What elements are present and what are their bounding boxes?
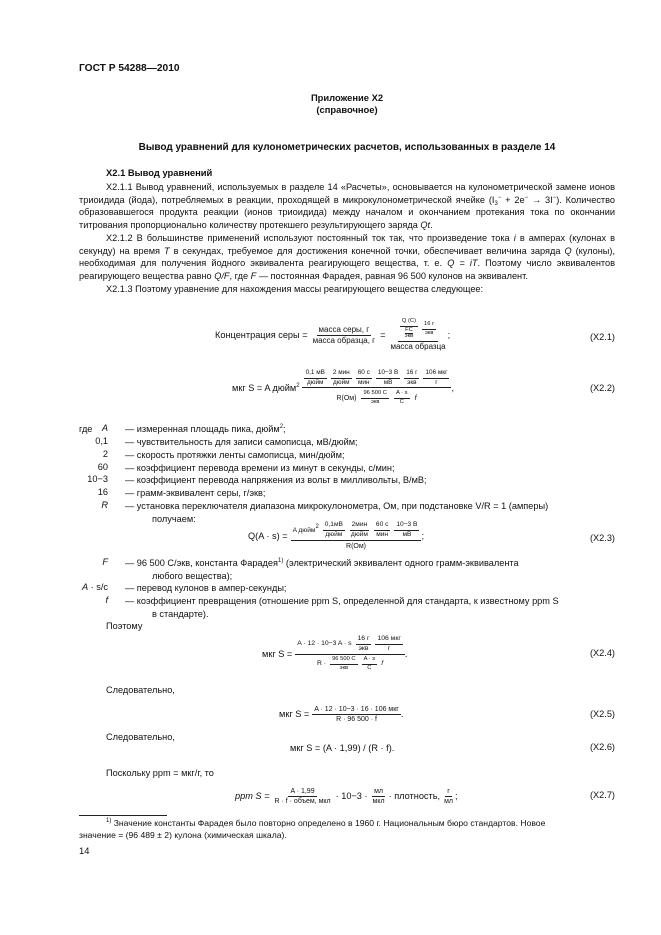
page-number: 14	[79, 845, 90, 856]
paragraph-x2-1-1: Х2.1.1 Вывод уравнений, используемых в разделе 14 «Расчеты», основывается на кулонометрической замене ионов триоидида (йода), потребляемых в реакции, проходящей в микрокулонометрической ячейке $(I_3^- + 2e^- \to 3I^-)$. Количество образовавшегося продукта реакции (ионов триоидида) между началом и окончанием протекания тока по окончании титрования пропорционально количеству протекшего результирующего заряда Qt.	[79, 182, 616, 230]
paragraph-x2-1-2: Х2.1.2 В большинстве применений используют постоянный ток так, что произведение тока i в амперах (кулонах в секунду) на время T в секундах, требуемое для достижения конечной точки, обеспечивает величина заряда Q (кулоны), необходимая для получения йодного эквивалента реагирующего вещества, т. е. Q = iT. Поэтому число эквивалентов реагирующего вещества равно Q/F, где F — постоянная Фарадея, равная 96 500 кулонов на эквивалент.	[79, 233, 615, 281]
document-header: ГОСТ Р 54288—2010	[79, 63, 180, 74]
def-text-2: — скорость протяжки ленты самописца, мин/дюйм;	[125, 450, 345, 460]
def-symbol-60: 60	[97, 462, 108, 472]
equation-x2-7: ppm S = $\frac{A \cdot 1,99}{\text{R · f · объем, мкл}}$ · 10−3 · $\frac{мл}{\text{мкл}}$ · плотность, $\frac{г}{мл}$ ;	[235, 787, 458, 805]
def-text-60: — коэффициент перевода времени из минут в секунды, с/мин;	[125, 463, 395, 473]
equation-number-x2-7: (X2.7)	[589, 790, 615, 800]
def-text-As-c: — перевод кулонов в ампер-секунды;	[125, 583, 287, 593]
equation-number-x2-2: (X2.2)	[589, 383, 615, 393]
equation-number-x2-6: (X2.6)	[589, 742, 615, 752]
equation-x2-1: Концентрация серы = $\frac{\text{масса серы, г}}{\text{масса образца, г}}$ = Q (C) FC экв $\frac{16 г}{\text{экв}}$ масса образца ;	[215, 317, 451, 352]
footnote-divider	[79, 815, 167, 816]
def-symbol-0-1: 0,1	[95, 436, 108, 446]
def-text-A: — измеренная площадь пика, дюйм$^2$;	[125, 424, 286, 434]
equation-number-x2-3: (X2.3)	[589, 533, 615, 543]
section-title: Х2.1 Вывод уравнений	[106, 167, 213, 178]
def-text-10-3: — коэффициент перевода напряжения из вольт в милливольты, В/мВ;	[125, 475, 427, 485]
def-symbol-A: A	[101, 423, 108, 433]
def-symbol-16: 16	[97, 487, 108, 497]
therefore-label-1: Поэтому	[106, 621, 143, 631]
footnote: $^{1)}$ Значение константы Фарадея было повторно определено в 1960 г. Национальным бюро стандартов. Новое значение = (96 489 ± 2) кулона (химическая шкала).	[79, 818, 546, 840]
appendix-subtitle: (справочное)	[316, 104, 378, 115]
def-text-0-1: — чувствительность для записи самописца, мВ/дюйм;	[125, 437, 358, 447]
therefore-label-3: Следовательно,	[106, 732, 175, 742]
equation-x2-3: Q(A · s) = A дюйм$^2$ $\frac{0,1мВ}{\text{дюйм}}$ $\frac{\text{2мин}}{\text{дюйм}}$ $\frac{60 с}{\text{мин}}$ $\frac{10-3 В}{мВ}$ R(Ом) ;	[248, 521, 425, 550]
paragraph-x2-1-3: Х2.1.3 Поэтому уравнение для нахождения массы реагирующего вещества следующее:	[106, 284, 484, 294]
def-symbol-f: f	[105, 595, 108, 605]
def-symbol-F: F	[102, 557, 108, 567]
def-text-f: — коэффициент превращения (отношение ppm S, определенной для стандарта, к известному ppm S в стандарте).	[125, 596, 559, 619]
equation-number-x2-5: (X2.5)	[589, 709, 615, 719]
equation-x2-6: мкг S = (A · 1,99) / (R · f).	[290, 743, 395, 753]
equation-number-x2-1: (X2.1)	[589, 332, 615, 342]
def-symbol-2: 2	[102, 449, 108, 459]
appendix-title: Приложение Х2	[310, 92, 384, 103]
def-text-F: — 96 500 С/экв, константа Фарадея$^{1)}$ (электрический эквивалент одного грамм-эквивалента любого вещества);	[125, 558, 519, 581]
def-text-R: — установка переключателя диапазона микрокулонометра, Ом, при подстановке V/R = 1 (амперы) получаем:	[125, 501, 549, 524]
since-label: Поскольку ppm = мкг/г, то	[106, 768, 214, 778]
therefore-label-2: Следовательно,	[106, 685, 175, 695]
equation-number-x2-4: (X2.4)	[589, 648, 615, 658]
equation-x2-4: мкг S = A · 12 · 10−3 A · s $\frac{16 г}{\text{экв}}$ $\frac{\text{106 мкг}}{г}$ R · $\frac{96 500 C}{\text{экв}}$ $\frac{A \cdot s}{C}$ f .	[262, 635, 408, 671]
where-label: где	[79, 424, 93, 434]
equation-x2-2: мкг S = A дюйм$^2$ $\frac{0,1 мВ}{\text{дюйм}}$ $\frac{\text{2 мин}}{\text{дюйм}}$ $\frac{60 с}{\text{мин}}$ $\frac{10-3 В}{мВ}$ $\frac{16 г}{\text{экв}}$ $\frac{\text{106 мкг}}{г}$ R(Ом) $\frac{96 500 C}{\text{экв}}$ $\frac{A \cdot s}{C}$ f ,	[232, 369, 454, 405]
footnote-ref: 1)	[278, 558, 284, 564]
equation-x2-5: мкг S = $\frac{\text{A · 12 · 10−3 · 16 · 106 мкг}}{R \cdot 96 500 \cdot f}$ .	[279, 705, 404, 723]
def-text-16: — грамм-эквивалент серы, г/экв;	[125, 488, 266, 498]
def-symbol-R: R	[101, 500, 108, 510]
def-symbol-10-3: 10−3	[87, 474, 108, 484]
main-title: Вывод уравнений для кулонометрических расчетов, использованных в разделе 14	[138, 142, 556, 153]
reaction-formula: $(I_3^- + 2e^- \to 3I^-)$.	[488, 194, 562, 207]
def-symbol-As-c: A · s/c	[81, 582, 108, 592]
